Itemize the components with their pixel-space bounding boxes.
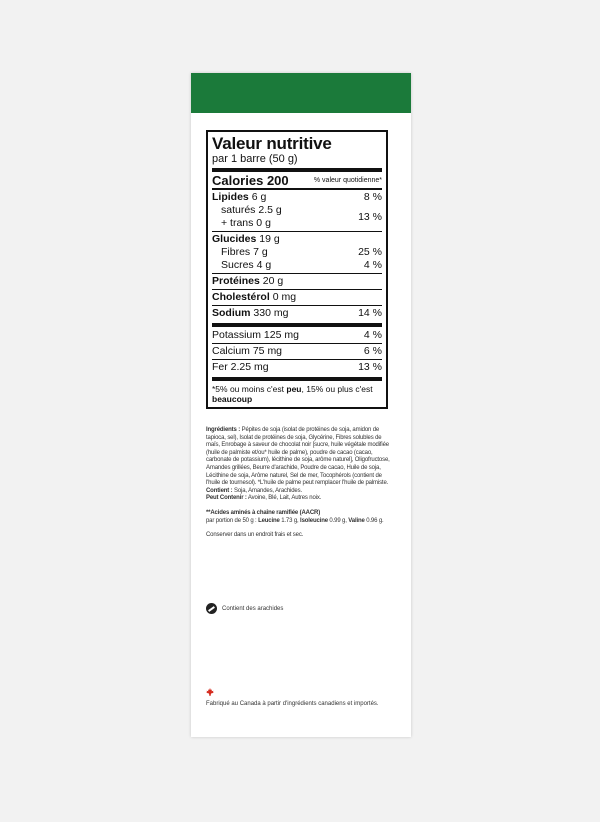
contient-text: Soja, Amandes, Arachides. — [232, 487, 302, 494]
fer-label: Fer 2.25 mg — [212, 361, 269, 373]
peut-contenir-label: Peut Contenir : — [206, 495, 247, 502]
fibres-row — [212, 246, 382, 259]
spacer — [206, 503, 391, 510]
ingredients-text: Pépites de soja (isolat de protéines de soja, amidon de tapioca, sel), Isolat de protéines de soja, Glycérine, Fibres solubles de maïs, Enrobage à saveur de chocolat noir [sucre, huile végétale modifiée (huile de palmiste et/ou* huile de palme), poudre de cacao (cacao, carbonate de potassium), lécithine de soja, arôme naturel], Oligofructose, Amandes grillées, Beurre d'arachide, Poudre de cacao, Huile de soja, Lécithine de soja, Arôme naturel, Sel de mer, Tocophérols (contient de l'huile de tournesol). *L'huile de palme peut remplacer l'huile de palmiste. — [206, 427, 390, 487]
leucine-label: Leucine — [258, 517, 280, 524]
nutrition-title: Valeur nutritive — [212, 134, 332, 153]
cholesterol-amount: 0 mg — [272, 291, 297, 303]
lipides-amount: 6 g — [251, 191, 267, 203]
contient-line — [206, 488, 391, 496]
peanut-icon — [206, 603, 217, 614]
bcaa-line — [206, 518, 391, 526]
glucides-label: Glucides — [212, 233, 257, 245]
ingredients-block — [206, 427, 391, 540]
footnote-peu: peu — [286, 384, 302, 394]
lipides-row — [212, 191, 382, 204]
storage-text: Conserver dans un endroit frais et sec. — [206, 532, 304, 539]
divider — [212, 377, 382, 381]
calories-label: Calories — [212, 173, 264, 188]
fibres-label: Fibres 7 g — [221, 246, 268, 258]
bcaa-label: **Acides aminés à chaîne ramifiée (AACR) — [206, 509, 321, 516]
contient-label: Contient : — [206, 487, 233, 494]
leucine-value: 1.73 g, — [279, 517, 301, 524]
lipides-dv: 8 % — [363, 191, 382, 203]
proteines-row — [212, 274, 382, 289]
peut-contenir-line — [206, 495, 391, 503]
calories-row — [212, 173, 382, 188]
sodium-amount: 330 mg — [253, 307, 289, 319]
potassium-row — [212, 328, 382, 343]
product-box-panel — [191, 73, 411, 737]
bcaa-prefix: par portion de 50 g : — [206, 517, 259, 524]
serving-size: par 1 barre (50 g) — [212, 153, 298, 165]
isoleucine-label: Isoleucine — [300, 517, 328, 524]
footnote-text: *5% ou moins c'est — [212, 384, 287, 394]
cholesterol-label: Cholestérol — [212, 291, 270, 303]
origin-text: Fabriqué au Canada à partir d'ingrédients canadiens et importés. — [206, 701, 379, 707]
peut-contenir-text: Avoine, Blé, Lait, Autres noix. — [246, 495, 322, 502]
maple-leaf-icon — [206, 688, 214, 696]
isoleucine-value: 0.99 g, — [327, 517, 349, 524]
calcium-label: Calcium 75 mg — [212, 345, 283, 357]
footnote-text: , 15% ou plus c'est — [301, 384, 373, 394]
allergen-notice — [206, 603, 283, 614]
satures-label: saturés 2.5 g — [221, 204, 282, 216]
glucides-row — [212, 233, 382, 246]
dv-header: % valeur quotidienne* — [313, 177, 382, 184]
green-top-band — [191, 73, 411, 113]
sat-trans-dv: 13 % — [358, 210, 382, 223]
proteines-amount: 20 g — [262, 275, 284, 287]
calcium-dv: 6 % — [363, 345, 382, 357]
calories-value: 200 — [266, 173, 289, 188]
sodium-row — [212, 306, 382, 321]
calcium-row — [212, 344, 382, 359]
glucides-amount: 19 g — [259, 233, 280, 245]
fibres-dv: 25 % — [358, 246, 382, 258]
potassium-label: Potassium 125 mg — [212, 329, 299, 341]
ingredients-paragraph — [206, 427, 391, 488]
fer-row — [212, 360, 382, 375]
glucides-group — [212, 232, 382, 273]
allergen-text: Contient des arachides — [222, 605, 284, 612]
trans-label: + trans 0 g — [221, 217, 271, 229]
valine-label: Valine — [348, 517, 365, 524]
sucres-label: Sucres 4 g — [221, 259, 272, 271]
dv-footnote — [212, 382, 382, 404]
sodium-label: Sodium — [212, 307, 251, 319]
footnote-beaucoup: beaucoup — [212, 394, 253, 404]
nutrition-facts-table — [206, 130, 388, 409]
lipides-group — [212, 190, 382, 231]
ingredients-label: Ingrédients : — [206, 427, 241, 433]
divider — [212, 323, 382, 327]
lipides-label: Lipides — [212, 191, 249, 203]
valine-value: 0.96 g. — [364, 517, 384, 524]
sodium-dv: 14 % — [358, 307, 382, 319]
divider — [212, 168, 382, 172]
cholesterol-row — [212, 290, 382, 305]
proteines-label: Protéines — [212, 275, 260, 287]
sucres-row — [212, 259, 382, 272]
sucres-dv: 4 % — [363, 259, 382, 271]
potassium-dv: 4 % — [363, 329, 382, 341]
spacer — [206, 525, 391, 532]
fer-dv: 13 % — [358, 361, 382, 373]
sat-trans-row — [212, 204, 382, 230]
